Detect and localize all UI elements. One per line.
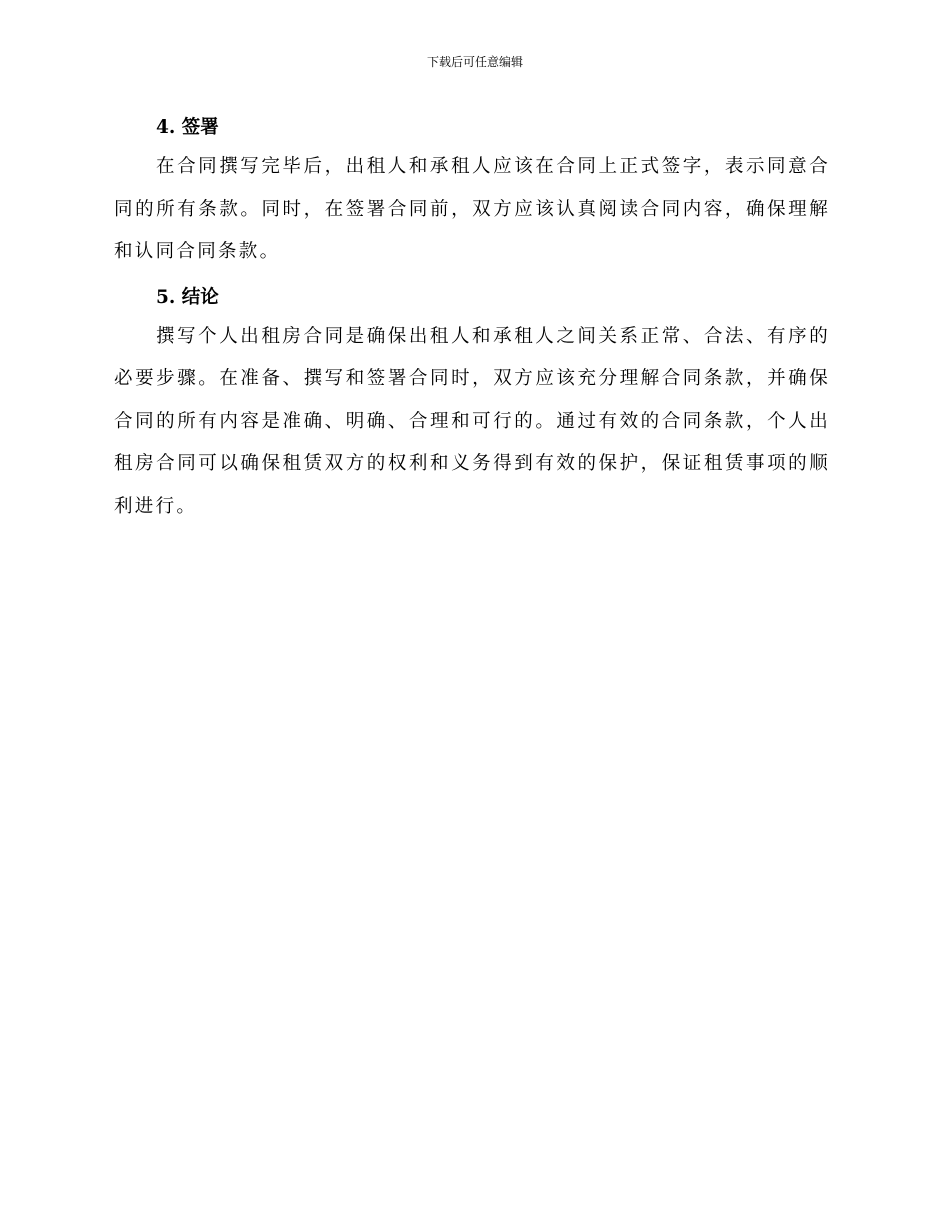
section-paragraph-signing: 在合同撰写完毕后，出租人和承租人应该在合同上正式签字，表示同意合同的所有条款。同时，在签署合同前，双方应该认真阅读合同内容，确保理解和认同合同条款。: [114, 156, 830, 262]
document-body: [114, 110, 830, 528]
section-paragraph-conclusion: 撰写个人出租房合同是确保出租人和承租人之间关系正常、合法、有序的必要步骤。在准备、撰写和签署合同时，双方应该充分理解合同条款，并确保合同的所有内容是准确、明确、合理和可行的。通过有效的合同条款，个人出租房合同可以确保租赁双方的权利和义务得到有效的保护，保证租赁事项的顺利进行。: [114, 325, 830, 517]
section-title-conclusion: 5. 结论: [156, 286, 219, 308]
section-title-signing: 4. 签署: [156, 117, 219, 138]
page-header: 下载后可任意编辑: [426, 55, 523, 69]
